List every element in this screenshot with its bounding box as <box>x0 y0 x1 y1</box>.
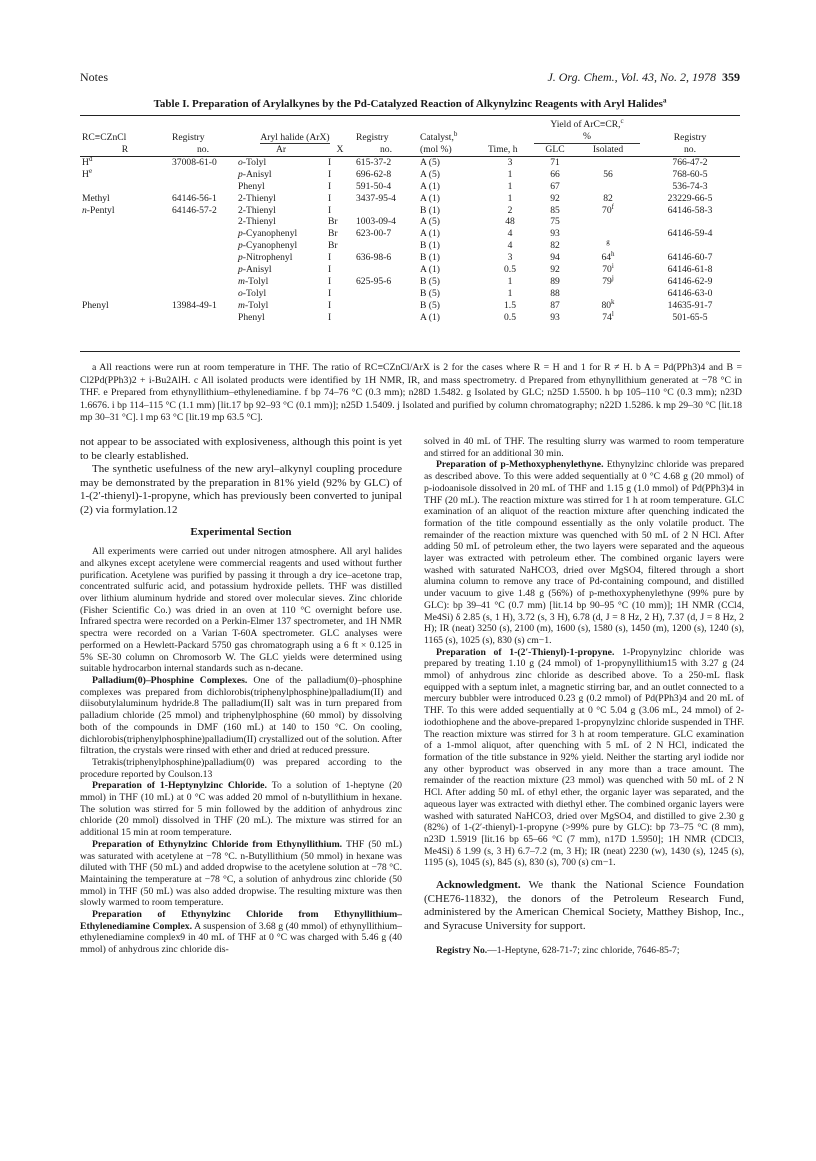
table-row <box>80 169 740 181</box>
time-cell: 1.5 <box>504 299 516 311</box>
paragraph: All experiments were carried out under nitrogen atmosphere. All aryl halides and alkynes except acetylene were commercial reagents and used without further purification. Acetylene was purified by passing it through a dry ice–acetone trap, concentrated sulfuric acid, and potassium hydroxide pellets. THF was distilled over lithium aluminum hydride and stored over molecular sieves. Zinc chloride (Fisher Scientific Co.) was dried in an oven at 110 °C overnight before use. Infrared spectra were recorded on a Perkin-Elmer 137 spectrometer, and 1H NMR spectra were recorded on a Varian T-60A spectrometer. GLC analyses were performed on a Hewlett-Packard 5750 gas chromatograph using a 6 ft × 0.125 in 5% SE-30 column on Chromosorb W. The GLC yields were determined using suitable hydrocarbon internal standards such as n-decane. <box>80 546 402 675</box>
ar-cell: o-Tolyl <box>238 156 267 168</box>
run-in-heading: Preparation of 1-(2′-Thienyl)-1-propyne. <box>436 646 615 658</box>
r-cell: n-Pentyl <box>82 204 115 216</box>
run-in-heading: Preparation of Ethynylzinc Chloride from Ethynyllithium–Ethylenediamine Complex. <box>80 909 402 932</box>
registry-cell: 64146-56-1 <box>172 192 217 204</box>
registry-cell: 64146-63-0 <box>667 287 713 299</box>
r-cell: $H^d$ <box>82 154 93 168</box>
table-caption <box>80 98 740 110</box>
catalyst-cell: B (5) <box>420 287 440 299</box>
isolated-cell: 70$^i$ <box>602 261 614 276</box>
paragraph: not appear to be associated with explosiveness, although this point is yet to be clearly established. <box>80 436 402 462</box>
x-cell: I <box>328 287 332 299</box>
x-cell: I <box>328 204 332 216</box>
registry-cell: 591-50-4 <box>356 180 392 192</box>
registry-cell <box>170 252 236 264</box>
catalyst-cell: B (5) <box>420 275 440 287</box>
paragraph: Preparation of p-Methoxyphenylethyne. Ethynylzinc chloride was prepared as described above. To this were added sequentially at 0 °C 4.68 g (20 mmol) of p-iodoanisole dissolved in 20 mL of THF and 1.15 g (1.0 mmol) of Pd(PPh3)4 in THF (20 mL). The reaction mixture was stirred for 1 h at room temperature. GLC examination of an aliquot of the reaction mixture after quenching indicated the formation of the title compound essentially as the only volatile product. The remainder of the reaction mixture was quenched with 50 mL of 2 N HCl. After adding 50 mL of petroleum ether, the two layers were separated and the aqueous layer was extracted with petroleum ether. The combined organic layers were washed with saturated NaHCO3, dried over MgSO4, filtered through a short alumina column to remove any trace of Pd-containing compound, and distilled under vacuum to give 1.48 g (56%) of p-methoxyphenylethyne (99% pure by GLC): bp 39–41 °C (0.7 mm) [lit.14 bp 90–95 °C (10 mm)]; 1H NMR (CCl4, Me4Si) δ 2.85 (s, 1 H), 3.72 (s, 3 H), 6.78 (d, J = 8 Hz, 2 H), 7.37 (d, J = 8 Hz, 2 H); IR (neat) 3250 (s), 2100 (m), 1600 (s), 1580 (s), 1450 (m), 1200 (s), 1240 (s), 1165 (s), 1025 (s), 830 (s) cm−1. <box>424 459 744 646</box>
catalyst-cell: A (1) <box>420 192 440 204</box>
journal-name: J. Org. Chem., Vol. 43, No. 2, 1978 <box>547 70 716 84</box>
r-cell <box>80 228 170 240</box>
isolated-cell <box>576 216 640 228</box>
time-cell: 1 <box>507 275 513 287</box>
table-row <box>80 240 740 252</box>
yield-header: Yield of ArC≡CR,$^c$ <box>550 116 624 131</box>
running-head <box>80 70 740 86</box>
glc-cell: 67 <box>550 180 560 192</box>
registry-cell: 64146-57-2 <box>172 204 217 216</box>
registry-header-2: Registry <box>356 131 389 143</box>
percent-header: % <box>534 131 640 143</box>
r-cell <box>80 216 170 228</box>
time-cell: 1 <box>507 287 513 299</box>
registry-cell: 3437-95-4 <box>356 192 396 204</box>
isolated-header: Isolated <box>592 144 624 155</box>
table-caption-text: Table I. Preparation of Arylalkynes by the Pd-Catalyzed Reaction of Alkynylzinc Reagents with Aryl Halides <box>153 98 663 110</box>
x-cell: Br <box>328 216 338 228</box>
registry-cell: 625-95-6 <box>356 275 392 287</box>
aryl-halide-header: Aryl halide (ArX) <box>260 131 330 143</box>
paragraph: Tetrakis(triphenylphosphine)palladium(0) was prepared according to the procedure reported by Coulson.13 <box>80 756 402 780</box>
r-header: R <box>121 144 129 155</box>
registry-header-3: Registry <box>673 131 707 143</box>
time-cell: 48 <box>505 216 515 228</box>
table-row <box>80 252 740 264</box>
registry-cell <box>354 264 418 276</box>
isolated-cell: 56 <box>603 168 613 180</box>
table-row <box>80 276 740 288</box>
isolated-cell <box>576 288 640 300</box>
registry-cell <box>170 240 236 252</box>
r-cell <box>80 288 170 300</box>
isolated-cell <box>576 181 640 193</box>
journal-citation <box>547 70 740 85</box>
catalyst-cell: B (1) <box>420 204 440 216</box>
time-cell: 2 <box>507 204 513 216</box>
time-cell: 3 <box>507 156 513 168</box>
table-row <box>80 216 740 228</box>
ar-cell: p-Cyanophenyl <box>238 240 298 252</box>
paragraph: The synthetic usefulness of the new aryl–alkynyl coupling procedure may be demonstrated by the preparation in 81% yield (92% by GLC) of 1-(2′-thienyl)-1-propyne, which has previously been converted to junipal (2) via formylation.12 <box>80 463 402 516</box>
registry-cell: 696-62-8 <box>356 168 392 180</box>
registry-cell: 64146-58-3 <box>667 204 713 216</box>
catalyst-cell: A (1) <box>420 228 440 240</box>
registry-cell <box>170 276 236 288</box>
glc-cell: 75 <box>550 216 560 228</box>
registry-cell: 766-47-2 <box>672 156 708 168</box>
registry-cell: 64146-61-8 <box>667 264 713 276</box>
registry-cell: 536-74-3 <box>672 180 708 192</box>
run-in-heading: Palladium(0)–Phosphine Complexes. <box>92 675 248 686</box>
paragraph: Preparation of Ethynylzinc Chloride from Ethynyllithium. THF (50 mL) was saturated with acetylene at −78 °C. n-Butyllithium (50 mmol) in hexane was diluted with THF (50 mL) and added dropwise to the acetylene solution at −78 °C. Maintaining the temperature at −78 °C, a solution of anhydrous zinc chloride (50 mmol) in THF (50 mL) was also added dropwise. The resulting mixture was then slowly warmed to room temperature. <box>80 838 403 909</box>
mol-header: (mol %) <box>420 144 452 155</box>
isolated-cell: 70$^f$ <box>602 202 614 216</box>
ar-cell: o-Tolyl <box>238 287 267 299</box>
table-row <box>80 181 740 193</box>
no-header-3: no. <box>684 144 696 155</box>
glc-cell: 93 <box>550 228 560 240</box>
registry-cell: 64146-62-9 <box>667 275 713 287</box>
registry-cell: 768-60-5 <box>672 168 708 180</box>
header-row-2 <box>80 131 740 143</box>
no-header-2: no. <box>380 144 392 155</box>
ar-cell: 2-Thienyl <box>238 216 276 228</box>
registry-cell: 23229-66-5 <box>667 192 713 204</box>
catalyst-cell: B (1) <box>420 240 440 252</box>
x-header: X <box>336 144 344 155</box>
section-label: Notes <box>80 70 108 84</box>
registry-cell <box>170 228 236 240</box>
left-column <box>80 436 402 956</box>
r-cell <box>80 276 170 288</box>
catalyst-cell: A (1) <box>420 311 440 323</box>
ar-header: Ar <box>275 144 287 155</box>
x-cell: I <box>328 180 332 192</box>
ar-cell: Phenyl <box>238 180 265 192</box>
x-cell: I <box>328 299 332 311</box>
registry-cell <box>170 181 236 193</box>
glc-header: GLC <box>545 144 565 155</box>
r-cell: Methyl <box>82 192 110 204</box>
catalyst-cell: B (1) <box>420 252 440 264</box>
ar-cell: p-Nitrophenyl <box>238 252 293 264</box>
header-row-3 <box>80 143 740 156</box>
ar-cell: p-Anisyl <box>238 168 272 180</box>
x-cell: I <box>328 168 332 180</box>
run-in-heading: Preparation of Ethynylzinc Chloride from Ethynyllithium. <box>92 838 343 850</box>
table-row <box>80 193 740 205</box>
ar-cell: 2-Thienyl <box>238 192 276 204</box>
registry-cell: 501-65-5 <box>672 311 708 323</box>
registry-cell: 13984-49-1 <box>172 299 217 311</box>
glc-cell: 71 <box>550 156 560 168</box>
paragraph: Palladium(0)–Phosphine Complexes. One of the palladium(0)–phosphine complexes was prepared from dichlorobis(triphenylphosphine)palladium(II) and diisobutylaluminum hydride.8 The palladium(II) salt was in turn prepared from palladium chloride (25 mmol) and triphenylphosphine (60 mmol) by dissolving both of the compounds in DMF (160 mL) at 140 to 150 °C. On cooling, dichlorobis(triphenylphosphine)palladium(II) crystallized out of the solution. After filtration, the crystals were rinsed with ether and dried at reduced pressure. <box>80 675 402 757</box>
no-header-1: no. <box>197 144 209 155</box>
registry-cell <box>170 169 236 181</box>
table-row <box>80 312 740 324</box>
registry-cell <box>170 264 236 276</box>
data-table <box>80 116 740 324</box>
x-cell: Br <box>328 228 338 240</box>
table-row <box>80 288 740 300</box>
glc-cell: 94 <box>550 252 560 264</box>
x-cell: I <box>328 156 332 168</box>
isolated-cell: 79$^j$ <box>602 273 614 287</box>
registry-cell: 64146-60-7 <box>667 252 713 264</box>
glc-cell: 66 <box>550 168 560 180</box>
run-in-heading: Preparation of p-Methoxyphenylethyne. <box>436 459 604 471</box>
table-row <box>80 300 740 312</box>
catalyst-cell: A (5) <box>420 156 440 168</box>
paragraph: Preparation of Ethynylzinc Chloride from Ethynyllithium–Ethylenediamine Complex. A suspension of 3.68 g (40 mmol) of ethynyllithium–ethylenediamine complex9 in 40 mL of THF at 0 °C was charged with 5.46 g (40 mmol) of anhydrous zinc chloride dis- <box>80 909 402 956</box>
glc-cell: 93 <box>550 311 560 323</box>
paragraph: Preparation of 1-Heptynylzinc Chloride. To a solution of 1-heptyne (20 mmol) in THF (10 mL) at 0 °C was added 20 mmol of n-butyllithium in hexane. The solution was stirred for 5 min followed by the addition of anhydrous zinc chloride (20 mmol) dissolved in THF (20 mL). The mixture was stirred for an additional 15 min at room temperature. <box>80 780 403 839</box>
ar-cell: p-Cyanophenyl <box>238 228 298 240</box>
right-column <box>424 436 744 957</box>
isolated-cell: 82 <box>603 192 613 204</box>
time-cell: 4 <box>507 228 513 240</box>
registry-cell <box>354 288 418 300</box>
catalyst-cell: A (5) <box>420 216 440 228</box>
registry-cell <box>354 240 418 252</box>
table-row <box>80 264 740 276</box>
catalyst-cell: A (1) <box>420 264 440 276</box>
catalyst-cell: B (5) <box>420 299 440 311</box>
glc-cell: 82 <box>550 240 560 252</box>
registry-cell: 615-37-2 <box>356 156 392 168</box>
x-cell: I <box>328 252 332 264</box>
registry-cell: 1003-09-4 <box>356 216 396 228</box>
registry-cell <box>354 300 418 312</box>
registry-header-1: Registry <box>172 131 205 143</box>
x-cell: I <box>328 264 332 276</box>
run-in-heading: Preparation of 1-Heptynylzinc Chloride. <box>92 780 267 792</box>
registry-cell <box>640 216 740 228</box>
isolated-cell: 74$^l$ <box>602 309 614 323</box>
ar-cell: m-Tolyl <box>238 275 269 287</box>
glc-cell: 92 <box>550 264 560 276</box>
time-cell: 4 <box>507 240 513 252</box>
table-row <box>80 205 740 217</box>
registry-numbers: Registry No.—1-Heptyne, 628-71-7; zinc chloride, 7646-85-7; <box>436 945 680 957</box>
ar-cell: m-Tolyl <box>238 299 269 311</box>
r-cell: Phenyl <box>82 299 109 311</box>
ar-cell: p-Anisyl <box>238 264 272 276</box>
table-footnotes: a All reactions were run at room temperature in THF. The ratio of RC≡CZnCl/ArX is 2 for the cases where R = H and 1 for R ≠ H. b A = Pd(PPh3)4 and B = Cl2Pd(PPh3)2 + i-Bu2AlH. c All isolated products were identified by 1H NMR, IR, and mass spectrometry. d Prepared from ethynyllithium generated at −78 °C in THF. e Prepared from ethynyllithium–ethylenediamine. f bp 74–76 °C (0.3 mm); n28D 1.5482. g Isolated by GLC; n25D 1.5500. h bp 105–110 °C (0.3 mm); n23D 1.6676. i bp 114–115 °C (1.1 mm) [lit.17 bp 92–93 °C (0.1 mm)]; n25D 1.5409. j Isolated and purified by column chromatography; n22D 1.5286. k mp 29–30 °C [lit.18 mp 30–31 °C]. l mp 63 °C [lit.19 mp 63.5 °C]. <box>80 362 742 424</box>
glc-cell: 89 <box>550 275 560 287</box>
registry-cell <box>170 312 236 324</box>
catalyst-cell: A (5) <box>420 168 440 180</box>
isolated-cell: g <box>606 238 610 247</box>
x-cell: Br <box>328 240 338 252</box>
acknowledgment: Acknowledgment. We thank the National Science Foundation (CHE76-11832), the donors of the Petroleum Research Fund, administered by the American Chemical Society, Matthey Bishop, Inc., and Syracuse University for support. <box>424 879 744 932</box>
registry-cell: 37008-61-0 <box>172 156 217 168</box>
x-cell: I <box>328 311 332 323</box>
run-in-heading: Acknowledgment. <box>436 879 521 892</box>
isolated-cell: 64$^h$ <box>601 249 615 264</box>
run-in-heading: Registry No. <box>436 945 488 957</box>
time-cell: 1 <box>507 192 513 204</box>
registry-cell <box>354 312 418 324</box>
section-heading: Experimental Section <box>190 525 292 538</box>
table-bottom-rule <box>80 351 740 352</box>
time-cell: 3 <box>507 252 513 264</box>
registry-cell: 64146-59-4 <box>667 228 713 240</box>
r-cell <box>80 252 170 264</box>
ar-cell: Phenyl <box>238 311 265 323</box>
r-cell <box>80 264 170 276</box>
time-cell: 1 <box>507 180 513 192</box>
r-cell: $H^e$ <box>82 166 93 180</box>
catalyst-header: Catalyst,$^b$ <box>420 129 458 143</box>
glc-cell: 92 <box>550 192 560 204</box>
x-cell: I <box>328 275 332 287</box>
registry-cell <box>170 288 236 300</box>
paragraph: solved in 40 mL of THF. The resulting slurry was warmed to room temperature and stirred for an additional 30 min. <box>424 436 744 459</box>
time-cell: 0.5 <box>504 264 516 276</box>
time-cell: 1 <box>507 168 513 180</box>
table-caption-note: a <box>662 96 667 105</box>
registry-cell: 623-00-7 <box>356 228 392 240</box>
r-cell <box>80 181 170 193</box>
registry-cell <box>170 216 236 228</box>
registry-cell: 636-98-6 <box>356 252 392 264</box>
isolated-cell: 80$^k$ <box>601 297 615 311</box>
r-cell <box>80 240 170 252</box>
isolated-cell <box>576 156 640 168</box>
x-cell: I <box>328 192 332 204</box>
rc-header: RC≡CZnCl <box>82 131 127 143</box>
glc-cell: 87 <box>550 299 560 311</box>
header-row-1 <box>80 119 740 131</box>
registry-cell <box>354 205 418 217</box>
page-number: 359 <box>722 70 740 84</box>
glc-cell: 85 <box>550 204 560 216</box>
registry-cell: 14635-91-7 <box>667 299 713 311</box>
registry-cell <box>640 240 740 252</box>
paragraph: Preparation of 1-(2′-Thienyl)-1-propyne. 1-Propynylzinc chloride was prepared by treating 1.10 g (24 mmol) of 1-propynyllithium15 with 3.27 g (24 mmol) of anhydrous zinc chloride as described above. To a 250-mL flask equipped with a septum inlet, a magnetic stirring bar, and an outlet connected to a mercury bubbler were introduced 0.23 g (0.2 mmol) of Pd(PPh3)4 and 20 mL of THF. To this were added sequentially at 0 °C 5.04 g (3.06 mL, 24 mmol) of 2-iodothiophene and the above-prepared 1-propynylzinc chloride suspended in THF. The reaction mixture was stirred for 3 h at room temperature. GLC examination of a 1-mmol aliquot, after quenching with 5 mL of 2 N HCl, indicated the formation of the title substance in 92% yield. Neither the starting aryl iodide nor any other byproduct was observed in any more than a trace amount. The remainder of the reaction mixture (23 mmol) was quenched with 50 mL of 2 N HCl. After adding 50 mL of ethyl ether, the organic layer was separated, and the aqueous layer was extracted with diethyl ether. The combined organic layers were washed with saturated NaHCO3, dried over MgSO4, and distilled to give 2.30 g (82%) of 1-(2′-thienyl)-1-propyne (>99% pure by GLC): bp 73–75 °C (8 mm), n23D 1.5919 [lit.16 bp 65–66 °C (7 mm), n17D 1.5950]; 1H NMR (CDCl3, Me4Si) δ 1.99 (s, 3 H) 6.7–7.2 (m, 3 H); IR (neat) 2230 (w), 1430 (s), 1245 (s), 1195 (s), 1045 (s), 845 (s), 830 (s), 700 (s) cm−1. <box>424 646 744 869</box>
glc-cell: 88 <box>550 287 560 299</box>
catalyst-cell: A (1) <box>420 180 440 192</box>
table-top-rule <box>80 115 740 116</box>
ar-cell: 2-Thienyl <box>238 204 276 216</box>
time-header: Time, h <box>488 144 518 155</box>
r-cell <box>80 312 170 324</box>
table-row <box>80 156 740 168</box>
time-cell: 0.5 <box>504 311 516 323</box>
table-row <box>80 228 740 240</box>
